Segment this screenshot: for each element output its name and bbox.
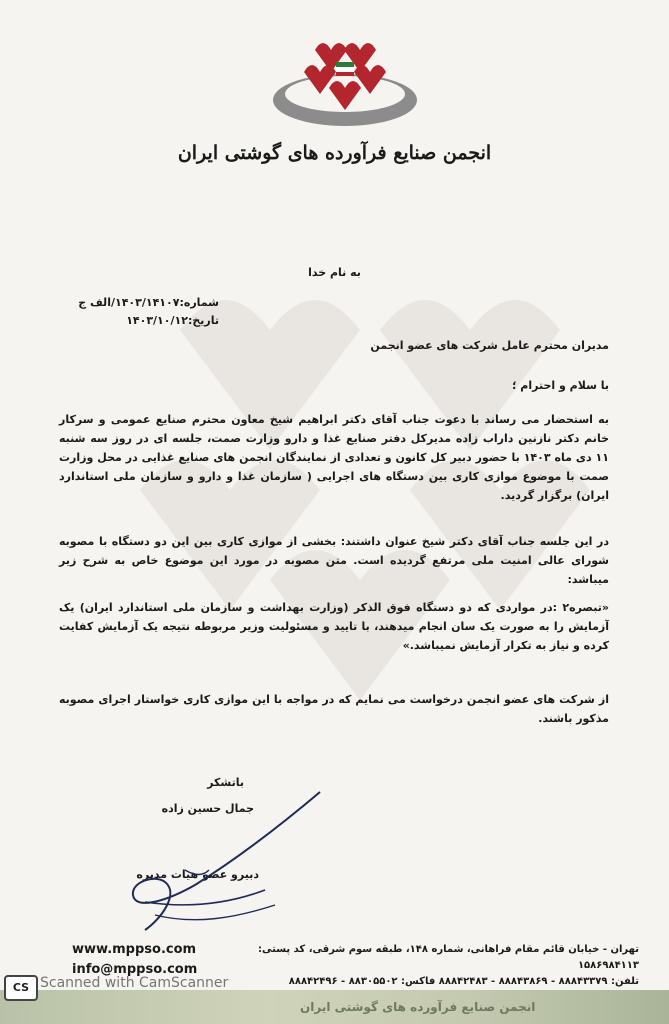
org-title: انجمن صنایع فرآورده های گوشتی ایران: [177, 142, 492, 164]
camscanner-badge-icon: CS: [4, 975, 38, 1001]
letter-number-row: [19, 294, 219, 312]
footer-phones: تلفن: ۸۸۸۴۳۳۷۹ - ۸۸۸۴۳۸۶۹ - ۸۸۸۴۲۴۸۳ فاکس: ۸۸۳۰۵۵۰۲ - ۸۸۸۴۲۴۹۶: [288, 976, 639, 987]
letter-date-label: تاریخ:: [187, 314, 219, 327]
letter-paragraph-1: به استحضار می رساند با دعوت جناب آقای دکتر ابراهیم شیخ معاون محترم صنایع عمومی و سرکار خانم دکتر نازنین داراب زاده مدیرکل دفتر صنایع غذا و دارو وزارت صمت، جلسه ای در روز سه شنبه ۱۱ دی ماه ۱۴۰۳ با حضور دبیر کل کانون و تعدادی از نمایندگان انجمن های صنایع غذایی در محل وزارت صمت با موضوع موازی کاری بین دستگاه های اجرایی ( سازمان غذا و دارو و سازمان ملی استاندارد ایران) برگزار گردید.: [59, 413, 609, 502]
letter-salutation: با سلام و احترام ؛: [512, 379, 609, 392]
association-logo-icon: [270, 28, 420, 138]
letter-date-row: [19, 312, 219, 330]
scanner-watermark: Scanned with CamScanner: [40, 975, 229, 991]
bismillah: به نام خدا: [308, 266, 361, 279]
letter-number-label: شماره:: [179, 296, 219, 309]
signer-role: دبیرو عضو هیات مدیره: [136, 868, 259, 881]
letter-recipient: مدیران محترم عامل شرکت های عضو انجمن: [370, 339, 609, 352]
letter-paragraph-3: «تبصره۲ :در مواردی که دو دستگاه فوق الذکر (وزارت بهداشت و سازمان ملی استاندارد ایران) یک آزمایش را به صورت یک سان انجام میدهند، با تایید و مسئولیت وزیر مربوطه نتیجه یک آزمایش کفایت کرده و نیاز به تکرار آزمایش نمیباشد.»: [59, 601, 609, 652]
website-link[interactable]: www.mppso.com: [72, 942, 197, 957]
footer-address: تهران - خیابان قائم مقام فراهانی، شماره ۱۴۸، طبقه سوم شرقی، کد پستی: ۱۵۸۶۹۸۴۱۱۳: [258, 944, 639, 971]
letter-number-value: ۱۴۰۳/۱۴۱۰۷/الف ج: [78, 296, 180, 309]
footer-contacts: [72, 940, 197, 980]
footer-band-text: انجمن صنایع فرآورده های گوشتی ایران: [300, 1000, 536, 1014]
footer-address-block: [219, 942, 639, 990]
letter-date-value: ۱۴۰۳/۱۰/۱۲: [126, 314, 188, 327]
signature-icon: [125, 790, 325, 940]
watermark-logo-icon: [80, 290, 640, 750]
closing-thanks: باتشکر: [207, 776, 244, 789]
letter-meta: [19, 294, 219, 330]
letter-paragraph-2: در این جلسه جناب آقای دکتر شیخ عنوان داشتند: بخشی از موازی کاری بین این دو دستگاه با مصوبه شورای عالی امنیت ملی مرتفع گردیده است. متن مصوبه در مورد این موضوع خاص به شرح زیر میباشد:: [59, 535, 609, 586]
letter-paragraph-4: از شرکت های عضو انجمن درخواست می نمایم که در مواجه با این موازی کاری خواستار اجرای مصوبه مذکور باشند.: [59, 693, 609, 725]
email-link[interactable]: info@mppso.com: [72, 962, 198, 977]
signer-name: جمال حسین زاده: [161, 802, 254, 815]
